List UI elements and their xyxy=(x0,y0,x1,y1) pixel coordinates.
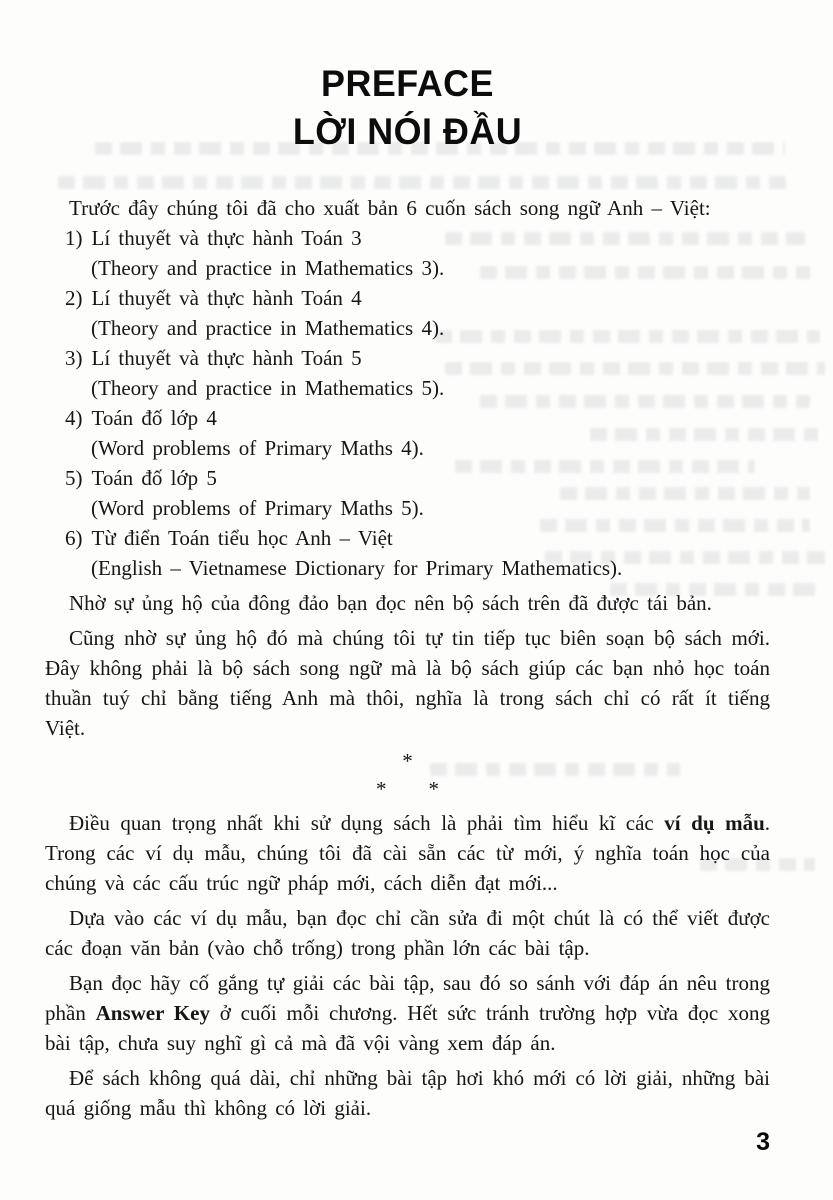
paragraph-answer-key-bold: Answer Key xyxy=(95,1001,210,1025)
book-list xyxy=(45,223,770,583)
paragraph-practice: Dựa vào các ví dụ mẫu, bạn đọc chỉ cần sửa đi một chút là có thể viết được các đoạn văn bản (vào chỗ trống) trong phần lớn các bài tập. xyxy=(45,906,770,960)
book-title-vi: Lí thuyết và thực hành Toán 5 xyxy=(91,346,362,370)
section-separator xyxy=(45,747,770,803)
paragraph-examples-post: . Trong các ví dụ mẫu, chúng tôi đã cài sẵn các từ mới, ý nghĩa toán học của chúng và các cấu trúc ngữ pháp mới, cách diễn đạt mới... xyxy=(45,811,770,895)
book-title-vi: Từ điển Toán tiểu học Anh – Việt xyxy=(91,526,393,550)
book-number: 6) xyxy=(65,526,83,550)
book-number: 2) xyxy=(65,286,83,310)
page-number: 3 xyxy=(756,1128,770,1156)
paragraph-answer-key-pre: Bạn đọc hãy cố gắng tự giải các bài tập, sau đó so sánh với đáp án nêu trong phần xyxy=(45,971,770,1025)
page-title-vi: LỜI NÓI ĐẦU xyxy=(292,111,523,152)
book-title-en: (Theory and practice in Mathematics 3). xyxy=(91,256,445,280)
preface-body xyxy=(45,193,770,1123)
paragraph-reprint: Nhờ sự ủng hộ của đông đảo bạn đọc nên bộ sách trên đã được tái bản. xyxy=(69,591,712,615)
paragraph-answer-key xyxy=(45,968,770,1058)
page-title-en: PREFACE xyxy=(321,63,494,104)
book-title-en: (Theory and practice in Mathematics 5). xyxy=(91,376,445,400)
book-title-en: (Word problems of Primary Maths 5). xyxy=(91,496,424,520)
paragraph-solutions: Để sách không quá dài, chỉ những bài tập hơi khó mới có lời giải, những bài quá giống mẫu thì không có lời giải. xyxy=(45,1066,770,1120)
book-list-item xyxy=(45,403,770,463)
asterisk: * xyxy=(402,749,413,773)
paragraph-examples-pre: Điều quan trọng nhất khi sử dụng sách là phải tìm hiểu kĩ các xyxy=(69,811,665,835)
page-header xyxy=(45,0,770,156)
book-title-en: (Theory and practice in Mathematics 4). xyxy=(91,316,445,340)
book-number: 3) xyxy=(65,346,83,370)
book-title-vi: Toán đố lớp 4 xyxy=(91,406,217,430)
book-title-vi: Toán đố lớp 5 xyxy=(91,466,217,490)
book-list-item xyxy=(45,283,770,343)
book-number: 1) xyxy=(65,226,83,250)
paragraph-new-series: Cũng nhờ sự ủng hộ đó mà chúng tôi tự tin tiếp tục biên soạn bộ sách mới. Đây không phải là bộ sách song ngữ mà là bộ sách giúp các bạn nhỏ học toán thuần tuý chỉ bằng tiếng Anh mà thôi, nghĩa là trong sách chỉ có rất ít tiếng Việt. xyxy=(45,626,770,740)
book-number: 4) xyxy=(65,406,83,430)
book-list-item xyxy=(45,523,770,583)
asterisk: * xyxy=(428,777,439,801)
book-list-item xyxy=(45,343,770,403)
book-title-en: (English – Vietnamese Dictionary for Primary Mathematics). xyxy=(91,556,623,580)
paragraph-answer-key-post: ở cuối mỗi chương. Hết sức tránh trường hợp vừa đọc xong bài tập, chưa suy nghĩ gì cả mà đã vội vàng xem đáp án. xyxy=(45,1001,770,1055)
book-list-item xyxy=(45,223,770,283)
book-list-item xyxy=(45,463,770,523)
book-title-en: (Word problems of Primary Maths 4). xyxy=(91,436,424,460)
asterisk: * xyxy=(376,777,387,801)
book-title-vi: Lí thuyết và thực hành Toán 4 xyxy=(91,286,362,310)
intro-paragraph: Trước đây chúng tôi đã cho xuất bản 6 cuốn sách song ngữ Anh – Việt: xyxy=(69,196,711,220)
paragraph-examples xyxy=(45,808,770,898)
paragraph-examples-bold: ví dụ mẫu xyxy=(664,811,765,835)
book-number: 5) xyxy=(65,466,83,490)
book-title-vi: Lí thuyết và thực hành Toán 3 xyxy=(91,226,362,250)
